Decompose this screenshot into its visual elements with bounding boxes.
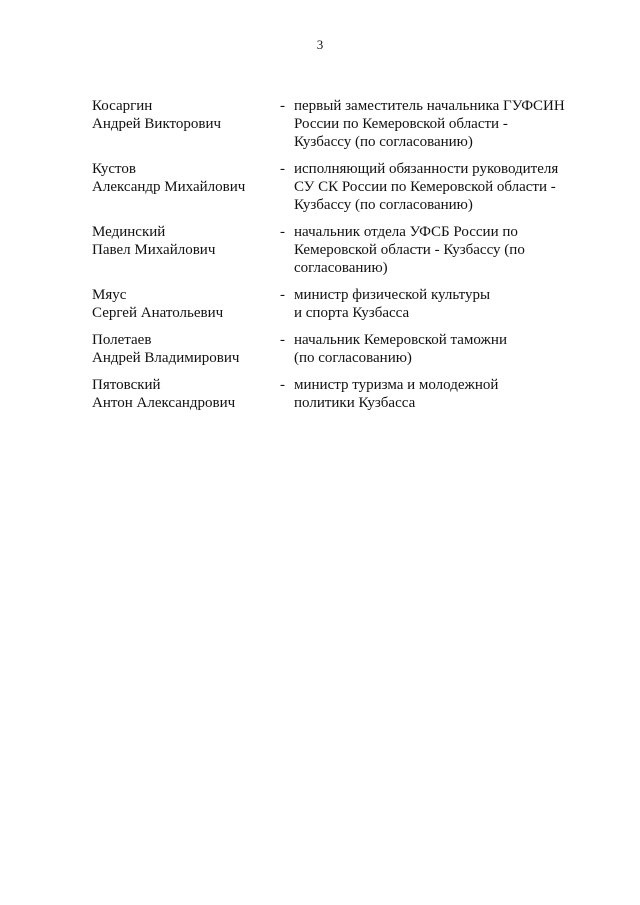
member-surname: Косаргин bbox=[92, 98, 153, 114]
roster-entry bbox=[92, 223, 572, 277]
member-position bbox=[294, 223, 572, 277]
position-line: министр физической культуры bbox=[294, 287, 491, 303]
roster-entry bbox=[92, 376, 572, 412]
position-line: начальник отдела УФСБ России по bbox=[294, 224, 518, 240]
member-position bbox=[294, 376, 572, 412]
member-name bbox=[92, 286, 280, 322]
roster-entry bbox=[92, 331, 572, 367]
member-position bbox=[294, 97, 572, 151]
dash-separator: - bbox=[280, 287, 285, 303]
roster-entry bbox=[92, 97, 572, 151]
roster-entry bbox=[92, 160, 572, 214]
position-line: министр туризма и молодежной bbox=[294, 377, 499, 393]
member-given-names: Александр Михайлович bbox=[92, 179, 246, 195]
member-position bbox=[294, 160, 572, 214]
dash-separator: - bbox=[280, 98, 285, 114]
position-line: России по Кемеровской области - bbox=[294, 116, 508, 132]
dash-separator: - bbox=[280, 224, 285, 240]
member-name bbox=[92, 223, 280, 259]
member-given-names: Андрей Викторович bbox=[92, 116, 222, 132]
position-line: политики Кузбасса bbox=[294, 395, 416, 411]
member-given-names: Андрей Владимирович bbox=[92, 350, 240, 366]
member-surname: Пятовский bbox=[92, 377, 161, 393]
roster-entry bbox=[92, 286, 572, 322]
position-line: Кузбассу (по согласованию) bbox=[294, 197, 473, 213]
dash-separator: - bbox=[280, 332, 285, 348]
position-line: исполняющий обязанности руководителя bbox=[294, 161, 559, 177]
member-roster bbox=[92, 97, 572, 412]
member-name bbox=[92, 97, 280, 133]
position-line: Кемеровской области - Кузбассу (по bbox=[294, 242, 525, 258]
member-position bbox=[294, 331, 572, 367]
member-name bbox=[92, 160, 280, 196]
member-position bbox=[294, 286, 572, 322]
position-line: согласованию) bbox=[294, 260, 388, 276]
position-line: Кузбассу (по согласованию) bbox=[294, 134, 473, 150]
member-surname: Кустов bbox=[92, 161, 136, 177]
member-surname: Мяус bbox=[92, 287, 127, 303]
dash-separator: - bbox=[280, 377, 285, 393]
member-name bbox=[92, 376, 280, 412]
position-line: первый заместитель начальника ГУФСИН bbox=[294, 98, 565, 114]
member-name bbox=[92, 331, 280, 367]
member-surname: Мединский bbox=[92, 224, 166, 240]
dash-separator: - bbox=[280, 161, 285, 177]
position-line: начальник Кемеровской таможни bbox=[294, 332, 507, 348]
position-line: (по согласованию) bbox=[294, 350, 412, 366]
member-surname: Полетаев bbox=[92, 332, 152, 348]
position-line: и спорта Кузбасса bbox=[294, 305, 410, 321]
member-given-names: Сергей Анатольевич bbox=[92, 305, 224, 321]
position-line: СУ СК России по Кемеровской области - bbox=[294, 179, 556, 195]
page-number: 3 bbox=[316, 37, 324, 52]
member-given-names: Павел Михайлович bbox=[92, 242, 216, 258]
member-given-names: Антон Александрович bbox=[92, 395, 236, 411]
